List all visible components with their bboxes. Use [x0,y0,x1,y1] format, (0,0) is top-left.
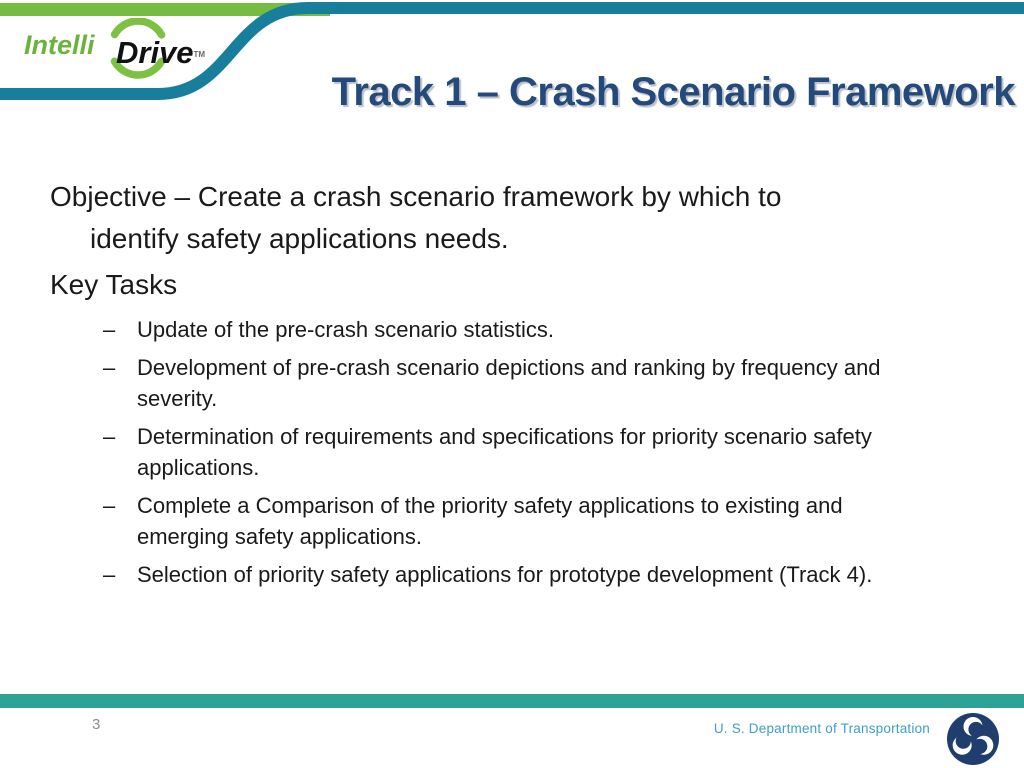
bullet-dash: – [103,562,116,587]
list-item-line: Development of pre-crash scenario depictions and ranking by frequency and [137,355,881,380]
bullet-dash: – [103,355,116,380]
list-item-line: Selection of priority safety applications for prototype development (Track 4). [137,562,873,587]
bullet-dash: – [103,424,116,449]
objective-line-1: Objective – Create a crash scenario framework by which to [50,181,782,212]
list-item-line: emerging safety applications. [137,524,422,549]
list-item [103,314,970,345]
page-number: 3 [92,716,101,733]
bullet-dash: – [103,317,116,342]
objective-line-2: identify safety applications needs. [90,223,509,254]
slide-body [50,176,970,597]
list-item-line: applications. [137,455,260,480]
logo-text-intelli: Intelli [24,30,95,60]
us-dot-logo-icon [946,712,1000,766]
list-item-line: severity. [137,386,218,411]
objective-statement [50,176,970,260]
list-item [103,490,970,552]
intellidrive-logo [22,18,222,98]
list-item [103,559,970,590]
trademark-symbol: TM [193,50,206,59]
key-tasks-heading: Key Tasks [50,269,178,300]
logo-text-drive: DriveTM [116,35,206,70]
list-item-line: Complete a Comparison of the priority safety applications to existing and [137,493,843,518]
department-of-transportation-label: U. S. Department of Transportation [713,721,930,736]
list-item [103,421,970,483]
list-item-line: Determination of requirements and specifications for priority scenario safety [137,424,872,449]
footer-divider-bar [0,694,1024,708]
bullet-dash: – [103,493,116,518]
key-tasks-list [50,314,970,590]
list-item [103,352,970,414]
slide-title: Track 1 – Crash Scenario Framework [331,70,1015,114]
list-item-line: Update of the pre-crash scenario statistics. [137,317,554,342]
